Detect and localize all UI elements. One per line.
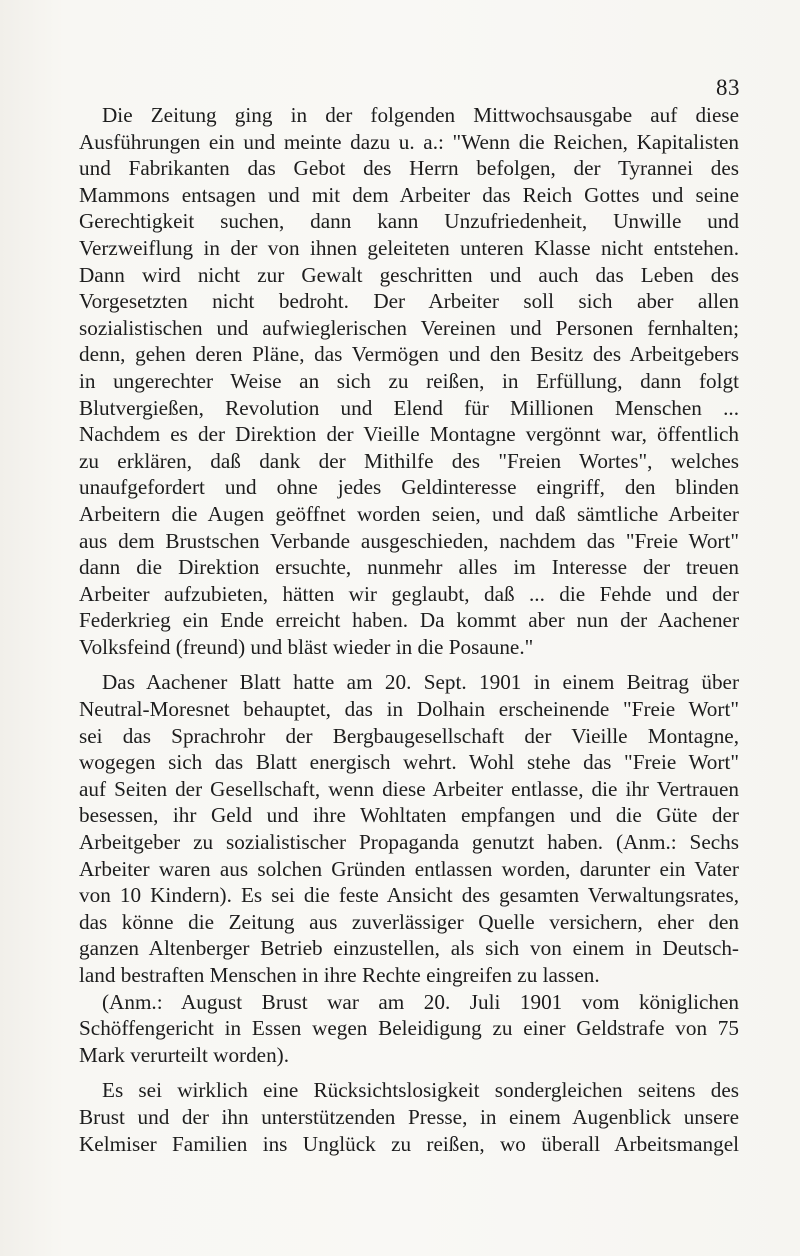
text-line: Das Aachener Blatt hatte am 20. Sept. 1901 in einem Beitrag über (102, 670, 739, 695)
text-line: von 10 Kindern). Es sei die feste Ansicht des gesamten Verwaltungsrates, (79, 883, 739, 908)
text-line: das könne die Zeitung aus zuverlässiger Quelle versichern, eher den (79, 909, 739, 934)
text-line: Gerechtigkeit suchen, dann kann Unzufriedenheit, Unwille und (79, 209, 739, 234)
text-line: Vorgesetzten nicht bedroht. Der Arbeiter soll sich aber allen (79, 289, 739, 314)
text-line: denn, gehen deren Pläne, das Vermögen und den Besitz des Arbeitgebers (79, 342, 739, 367)
paragraph-3 (79, 1077, 739, 1157)
text-line: Mammons entsagen und mit dem Arbeiter das Reich Gottes und seine (79, 182, 739, 207)
text-line: Es sei wirklich eine Rücksichtslosigkeit sondergleichen seitens des (102, 1078, 739, 1103)
text-line: Volksfeind (freund) und bläst wieder in die Posaune." (79, 634, 534, 659)
text-line: Ausführungen ein und meinte dazu u. a.: "Wenn die Reichen, Kapitalisten (79, 129, 739, 154)
text-line: Arbeiter waren aus solchen Gründen entlassen worden, darunter ein Vater (79, 856, 739, 881)
text-line: auf Seiten der Gesellschaft, wenn diese Arbeiter entlasse, die ihr Vertrauen (79, 776, 739, 801)
text-line: sozialistischen und aufwieglerischen Vereinen und Personen fernhalten; (79, 315, 739, 340)
text-line: Die Zeitung ging in der folgenden Mittwochsausgabe auf diese (102, 103, 739, 127)
text-line: (Anm.: August Brust war am 20. Juli 1901 vom königlichen (102, 989, 739, 1014)
text-line: sei das Sprachrohr der Bergbaugesellschaft der Vieille Montagne, (79, 723, 739, 748)
text-line: unaufgefordert und ohne jedes Geldinteresse eingriff, den blinden (79, 475, 739, 500)
text-line: Federkrieg ein Ende erreicht haben. Da kommt aber nun der Aachener (79, 608, 739, 633)
text-line: Schöffengericht in Essen wegen Beleidigung zu einer Geldstrafe von 75 (79, 1016, 739, 1041)
text-line: aus dem Brustschen Verbande ausgeschieden, nachdem das "Freie Wort" (79, 528, 739, 553)
text-line: Neutral-Moresnet behauptet, das in Dolhain erscheinende "Freie Wort" (79, 697, 739, 722)
paragraph-2 (79, 669, 739, 1068)
text-line: Mark verurteilt worden). (79, 1042, 290, 1067)
text-line: Kelmiser Familien ins Unglück zu reißen, wo überall Arbeitsmangel (79, 1131, 739, 1156)
text-line: Arbeitgeber zu sozialistischer Propaganda genutzt haben. (Anm.: Sechs (79, 830, 739, 855)
text-line: besessen, ihr Geld und ihre Wohltaten empfangen und die Güte der (79, 803, 739, 828)
text-line: ganzen Altenberger Betrieb einzustellen, als sich von einem in Deutsch- (79, 936, 739, 961)
page-number: 83 (716, 75, 740, 100)
text-line: Dann wird nicht zur Gewalt geschritten und auch das Leben des (79, 262, 739, 287)
text-line: Blutvergießen, Revolution und Elend für Millionen Menschen ... (79, 395, 739, 420)
text-line: in ungerechter Weise an sich zu reißen, in Erfüllung, dann folgt (79, 368, 739, 393)
text-line: zu erklären, daß dank der Mithilfe des "Freien Wortes", welches (79, 448, 739, 473)
text-line: land bestraften Menschen in ihre Rechte eingreifen zu lassen. (79, 963, 600, 987)
text-line: wogegen sich das Blatt energisch wehrt. Wohl stehe das "Freie Wort" (79, 750, 739, 775)
paragraph-1 (79, 102, 739, 660)
text-line: Arbeitern die Augen geöffnet worden seien, und daß sämtliche Arbeiter (79, 501, 739, 526)
text-line: und Fabrikanten das Gebot des Herrn befolgen, der Tyrannei des (79, 156, 739, 181)
text-line: Brust und der ihn unterstützenden Presse, in einem Augenblick unsere (79, 1104, 739, 1129)
text-line: Verzweiflung in der von ihnen geleiteten unteren Klasse nicht entstehen. (79, 235, 739, 260)
body-text (79, 102, 739, 1157)
text-line: dann die Direktion ersuchte, nunmehr alles im Interesse der treuen (79, 555, 739, 580)
text-line: Nachdem es der Direktion der Vieille Montagne vergönnt war, öffentlich (79, 422, 739, 447)
text-line: Arbeiter aufzubieten, hätten wir geglaubt, daß ... die Fehde und der (79, 581, 739, 606)
